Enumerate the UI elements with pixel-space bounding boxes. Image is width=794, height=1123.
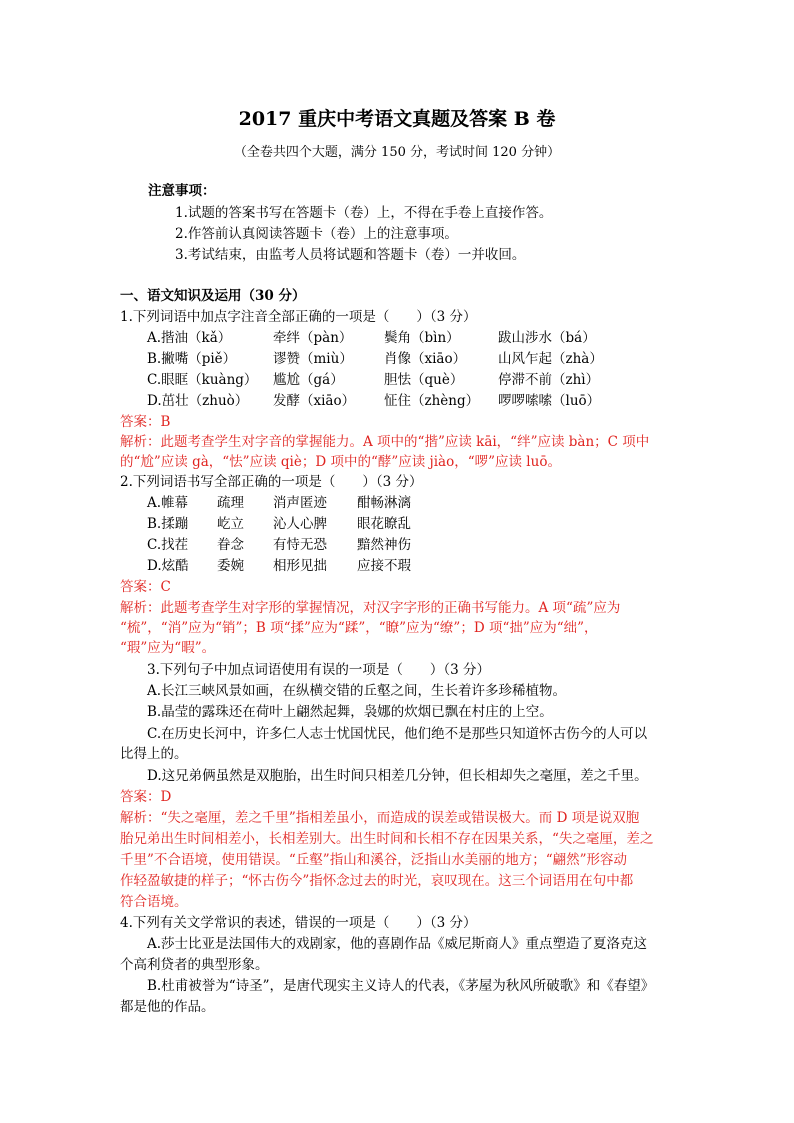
option-item: 肖像（xiāo） [384, 351, 467, 367]
page-subtitle: （全卷共四个大题，满分 150 分，考试时间 120 分钟） [233, 145, 561, 160]
option-item: 酣畅淋漓 [357, 495, 411, 511]
question-stem: 4.下列有关文学常识的表述，错误的一项是（ ）（3 分） [120, 915, 477, 931]
option-item: 谬赞（miù） [273, 351, 353, 367]
option-c: C.在历史长河中，许多仁人志士忧国忧民，他们绝不是那些只知道怀古伤今的人可以 [147, 726, 648, 742]
notice-heading: 注意事项： [148, 183, 216, 199]
option-b: B.揉蹦 [147, 516, 189, 532]
option-item: 发酵（xiāo） [273, 393, 356, 409]
option-item: 怔住（zhèng） [384, 393, 480, 409]
answer-text: 答案：B [120, 414, 171, 430]
answer-text: 答案：D [120, 789, 172, 805]
analysis-text: 的“尬”应读 gà，“怯”应读 qiè；D 项中的“酵”应读 jiào，“啰”应读 luō。 [120, 454, 561, 470]
option-item: 相形见拙 [273, 558, 327, 574]
option-a-continued: 个高利贷者的典型形象。 [120, 957, 269, 973]
option-item: 屹立 [217, 516, 244, 532]
option-row [0, 370, 794, 390]
option-item: 牵绊（pàn） [273, 330, 353, 346]
option-a: A.揩油（kǎ） [147, 330, 232, 346]
question-stem: 1.下列词语中加点字注音全部正确的一项是（ ）（3 分） [120, 309, 477, 325]
option-item: 黯然神伤 [357, 537, 411, 553]
option-b-continued: 都是他的作品。 [120, 999, 215, 1015]
analysis-text: “瑕”应为“暇”。 [120, 640, 216, 656]
option-row [0, 556, 794, 576]
option-d: D.茁壮（zhuò） [147, 393, 249, 409]
option-item: 消声匿迹 [273, 495, 327, 511]
option-c: C.找茬 [147, 537, 189, 553]
analysis-text: 胎兄弟出生时间相差小，长相差别大。出生时间和长相不存在因果关系，“失之毫厘，差之 [120, 831, 654, 847]
option-row [0, 328, 794, 348]
option-c: C.眼眶（kuàng） [147, 372, 258, 388]
analysis-text: 解析：此题考查学生对字形的掌握情况，对汉字字形的正确书写能力。A 项“疏”应为 [120, 600, 621, 616]
option-item: 山风乍起（zhà） [498, 351, 603, 367]
question-stem: 3.下列句子中加点词语使用有误的一项是（ ）（3 分） [147, 662, 491, 678]
option-item: 啰啰嗦嗦（luō） [498, 393, 601, 409]
analysis-text: 解析：此题考查学生对字音的掌握能力。A 项中的“揩”应读 kāi，“绊”应读 bàn；C 项中 [120, 434, 650, 450]
option-b: B.晶莹的露珠还在荷叶上翩然起舞，袅娜的炊烟已飘在村庄的上空。 [147, 704, 553, 720]
analysis-text: 符合语境。 [120, 894, 188, 910]
option-item: 委婉 [217, 558, 244, 574]
option-b: B.撇嘴（piě） [147, 351, 237, 367]
option-row [0, 493, 794, 513]
option-item: 眷念 [217, 537, 244, 553]
option-c-continued: 比得上的。 [120, 746, 188, 762]
option-a: A.帷幕 [147, 495, 189, 511]
option-row [0, 349, 794, 369]
option-item: 有恃无恐 [273, 537, 327, 553]
option-row [0, 514, 794, 534]
option-a: A.莎士比亚是法国伟大的戏剧家，他的喜剧作品《威尼斯商人》重点塑造了夏洛克这 [147, 936, 648, 952]
option-item: 疏理 [217, 495, 244, 511]
option-item: 跋山涉水（bá） [498, 330, 596, 346]
answer-text: 答案：C [120, 579, 171, 595]
analysis-text: 解析：“失之毫厘，差之千里”指相差虽小，而造成的误差或错误极大。而 D 项是说双胞 [120, 810, 640, 826]
option-row [0, 535, 794, 555]
analysis-text: 作轻盈敏捷的样子；“怀古伤今”指怀念过去的时光，哀叹现在。这三个词语用在句中都 [120, 873, 634, 889]
notice-item: 2.作答前认真阅读答题卡（卷）上的注意事项。 [175, 226, 458, 242]
option-a: A.长江三峡风景如画，在纵横交错的丘壑之间，生长着许多珍稀植物。 [147, 683, 567, 699]
option-item: 鬓角（bìn） [384, 330, 460, 346]
notice-item: 3.考试结束，由监考人员将试题和答题卡（卷）一并收回。 [175, 247, 526, 263]
option-d: D.这兄弟俩虽然是双胞胎，出生时间只相差几分钟，但长相却失之毫厘，差之千里。 [147, 768, 648, 784]
option-item: 停滞不前（zhì） [498, 372, 600, 388]
option-item: 沁人心脾 [273, 516, 327, 532]
page-title: 2017 重庆中考语文真题及答案 B 卷 [238, 108, 556, 130]
option-item: 胆怯（què） [384, 372, 464, 388]
question-stem: 2.下列词语书写全部正确的一项是（ ）（3 分） [120, 474, 423, 490]
option-d: D.炫酷 [147, 558, 189, 574]
option-item: 尴尬（gá） [273, 372, 344, 388]
option-b: B.杜甫被誉为“诗圣”，是唐代现实主义诗人的代表，《茅屋为秋风所破歌》和《春望》 [147, 978, 655, 994]
option-item: 应接不瑕 [357, 558, 411, 574]
analysis-text: 千里”不合语境，使用错误。“丘壑”指山和溪谷，泛指山水美丽的地方；“翩然”形容动 [120, 852, 628, 868]
analysis-text: “梳”，“消”应为“销”；B 项“揉”应为“蹂”，“瞭”应为“缭”；D 项“拙”应为“绌”， [120, 620, 598, 636]
section-heading: 一、语文知识及运用（30 分） [120, 288, 306, 304]
option-item: 眼花瞭乱 [357, 516, 411, 532]
option-row [0, 391, 794, 411]
notice-item: 1.试题的答案书写在答题卡（卷）上，不得在手卷上直接作答。 [175, 205, 553, 221]
